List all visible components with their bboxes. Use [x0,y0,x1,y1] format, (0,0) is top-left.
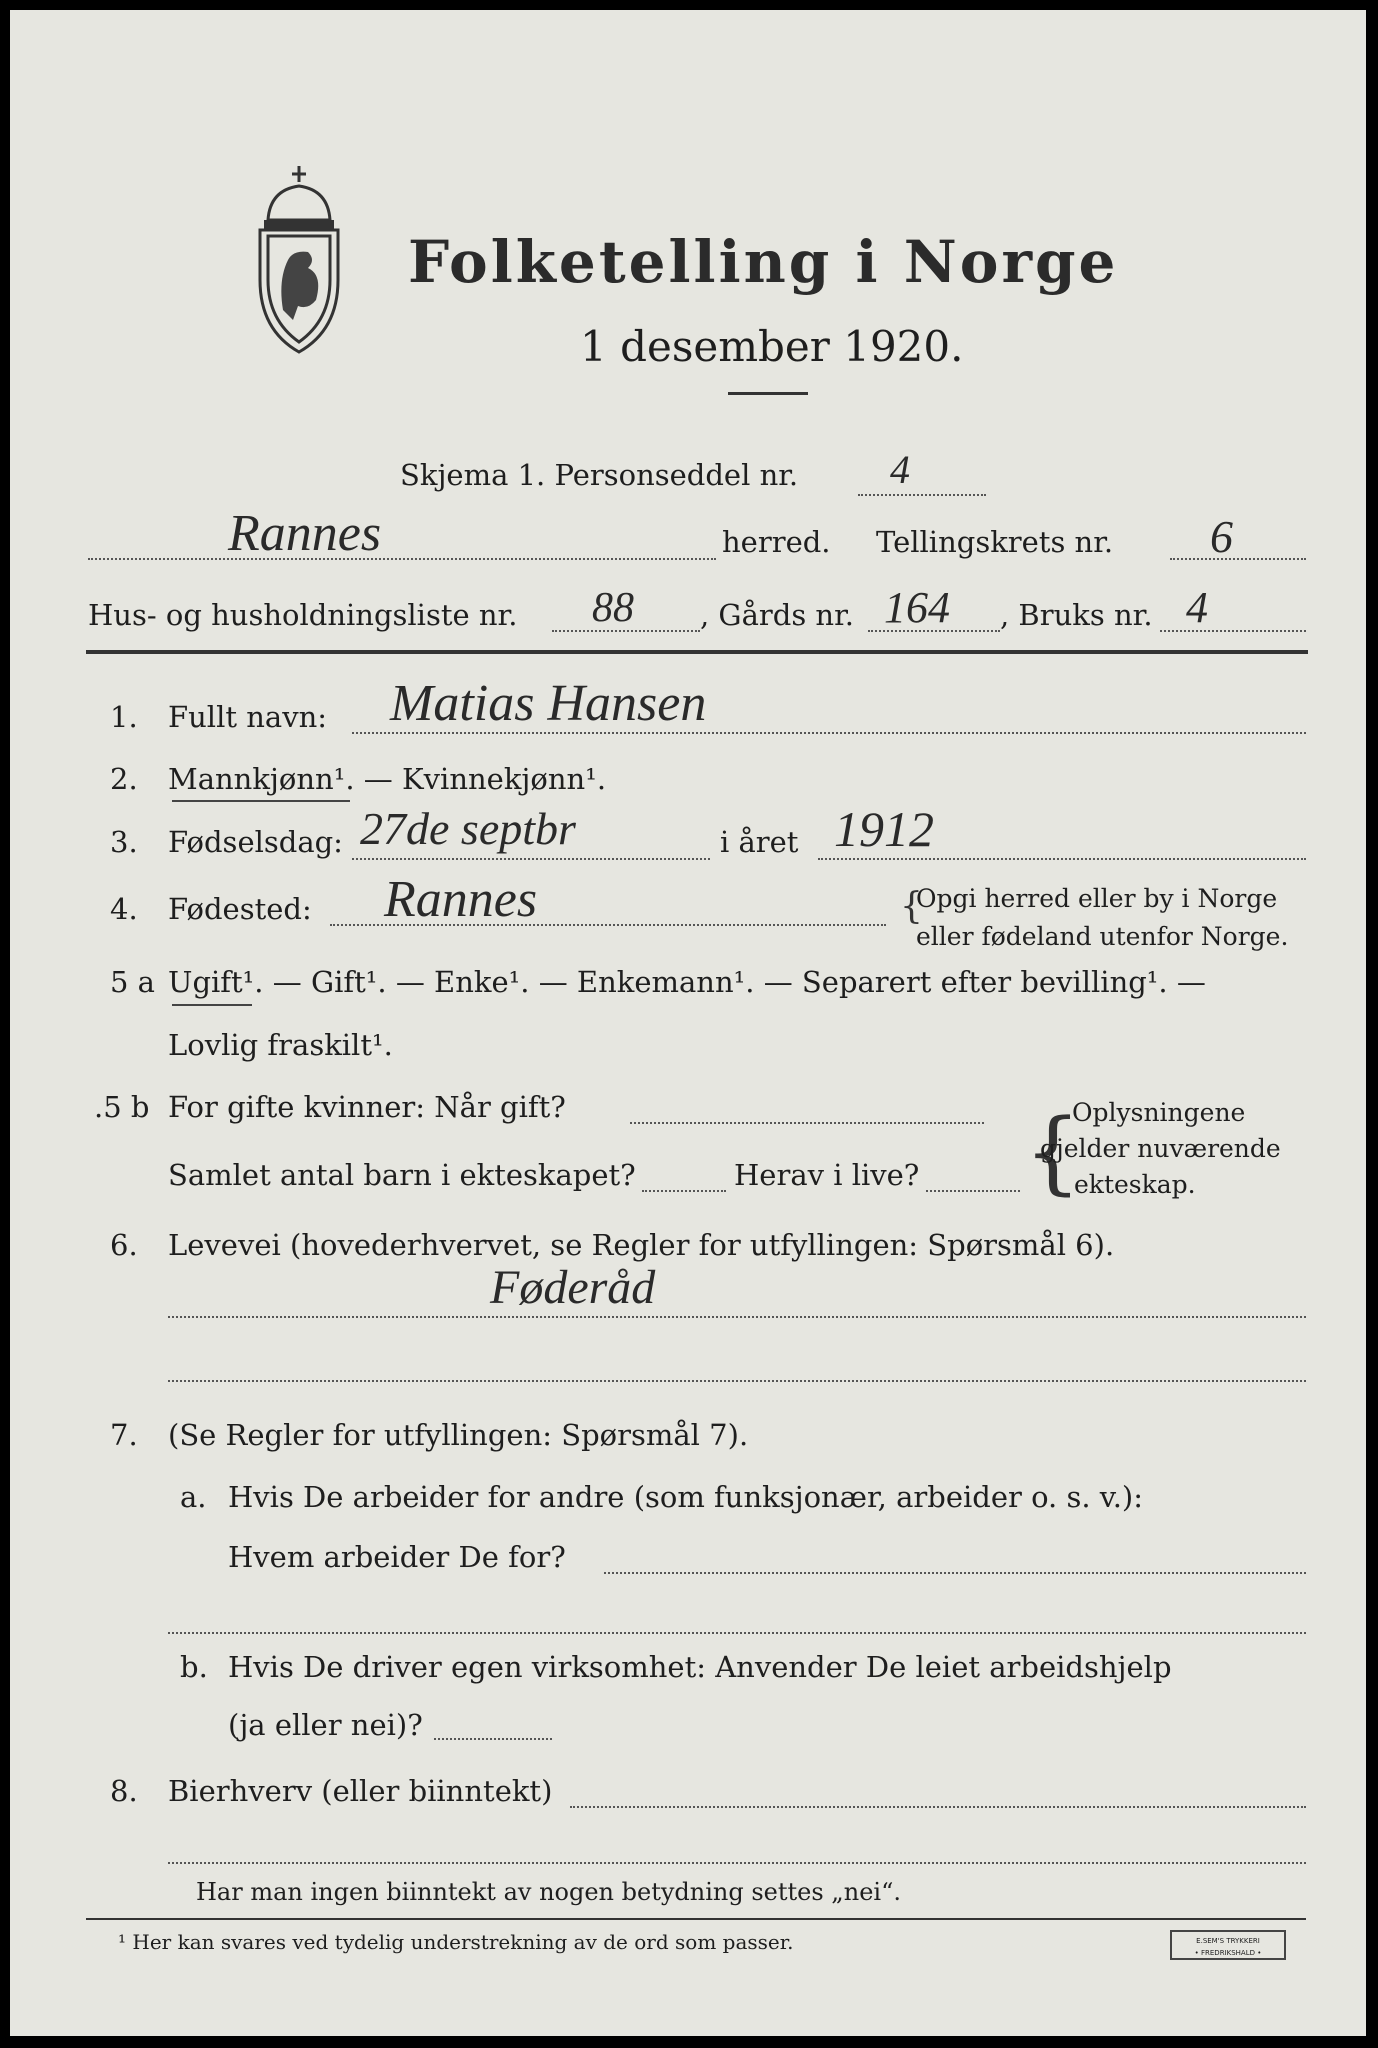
skjema-label: Skjema 1. Personseddel nr. [400,458,799,492]
title-divider [728,392,808,395]
bruks-value[interactable]: 4 [1186,583,1208,632]
q5a-ugift-underline [172,1004,252,1006]
q5b-alive-field-line [926,1190,1020,1192]
printer-stamp-line1: E.SEM'S TRYKKERI [1196,1937,1260,1945]
q6-value[interactable]: Føderåd [490,1261,656,1314]
q7-label: (Se Regler for utfyllingen: Spørsmål 7). [168,1418,749,1452]
printer-stamp-line2: • FREDRIKSHALD • [1194,1949,1262,1957]
coat-of-arms-icon [238,160,360,360]
q7-number: 7. [110,1418,138,1452]
q3-value[interactable]: 27de septbr [360,803,576,854]
q6-field-line-2 [168,1380,1306,1382]
bruks-label: , Bruks nr. [1000,598,1153,632]
q5a-options: Ugift¹. — Gift¹. — Enke¹. — Enkemann¹. — Separert efter bevilling¹. — [168,965,1206,999]
q5b-alive-label: Herav i live? [734,1158,920,1192]
q7a-field-line-1 [604,1572,1306,1574]
q5b-children-label: Samlet antal barn i ekteskapet? [168,1158,636,1192]
q4-number: 4. [110,892,138,926]
q5a-options-line2: Lovlig fraskilt¹. [168,1028,393,1062]
bruks-field-line [1160,630,1306,632]
herred-field-line [88,558,716,560]
q7a-field-line-2 [168,1632,1306,1634]
q7a-letter: a. [180,1480,207,1514]
q5b-number: .5 b [94,1090,150,1124]
personseddel-value[interactable]: 4 [890,447,910,492]
q3-year-value[interactable]: 1912 [834,801,934,857]
herred-label: herred. [722,525,831,559]
q8-field-line-2 [168,1862,1306,1864]
q3-field-line [352,858,710,860]
q5b-note-line3: ekteskap. [1074,1170,1196,1199]
q6-number: 6. [110,1228,138,1262]
q1-label: Fullt navn: [168,700,328,734]
q1-number: 1. [110,700,138,734]
q7b-label: Hvis De driver egen virksomhet: Anvender De leiet arbeidshjelp [228,1650,1172,1684]
q4-label: Fødested: [168,892,312,926]
q7b-yesno-label: (ja eller nei)? [228,1708,423,1742]
q7a-label: Hvis De arbeider for andre (som funksjonær, arbeider o. s. v.): [228,1480,1144,1514]
q4-note-line2: eller fødeland utenfor Norge. [916,922,1289,951]
gards-value[interactable]: 164 [884,583,950,632]
q7b-letter: b. [180,1650,208,1684]
q5b-field-line [630,1122,984,1124]
q5b-note-line2: gjelder nuværende [1040,1134,1281,1163]
q3-label: Fødselsdag: [168,825,343,859]
census-form [10,10,1366,2036]
q5a-number: 5 a [110,965,155,999]
header-separator [86,650,1308,654]
q5b-label: For gifte kvinner: Når gift? [168,1090,566,1124]
q8-note: Har man ingen biinntekt av nogen betydning settes „nei“. [196,1878,901,1906]
q4-value[interactable]: Rannes [384,871,538,928]
personseddel-field-line [858,494,986,496]
q3-year-field-line [818,858,1306,860]
footer-separator [86,1918,1306,1920]
tellingskrets-label: Tellingskrets nr. [876,525,1114,559]
tellingskrets-value[interactable]: 6 [1210,511,1233,562]
q8-field-line-1 [570,1806,1306,1808]
q4-note-line1: Opgi herred eller by i Norge [916,884,1278,913]
q3-year-label: i året [720,825,799,859]
q8-label: Bierhverv (eller biinntekt) [168,1774,553,1808]
hus-value[interactable]: 88 [592,585,634,631]
q5b-note-line1: Oplysningene [1072,1098,1246,1127]
form-title: Folketelling i Norge [408,228,1119,296]
q1-value[interactable]: Matias Hansen [390,675,707,732]
gards-label: , Gårds nr. [700,598,854,632]
hus-label: Hus- og husholdningsliste nr. [88,598,518,632]
q7b-field-line [434,1738,552,1740]
q5b-note-brace: { [1024,1100,1082,1205]
q7a-who-label: Hvem arbeider De for? [228,1540,566,1574]
q5b-children-field-line [642,1190,726,1192]
q3-number: 3. [110,825,138,859]
printer-stamp [1170,1930,1286,1960]
q2-mannkjonn-underline [172,800,350,802]
footnote: ¹ Her kan svares ved tydelig understrekning av de ord som passer. [118,1930,794,1954]
q6-label: Levevei (hovederhvervet, se Regler for utfyllingen: Spørsmål 6). [168,1228,1115,1262]
q2-options: Mannkjønn¹. — Kvinnekjønn¹. [168,762,607,796]
q4-note-brace: { [900,886,923,927]
q6-field-line-1 [168,1316,1306,1318]
q8-number: 8. [110,1774,138,1808]
census-date: 1 desember 1920. [580,322,964,371]
herred-value[interactable]: Rannes [228,505,382,562]
q2-number: 2. [110,762,138,796]
tellingskrets-field-line [1170,558,1306,560]
